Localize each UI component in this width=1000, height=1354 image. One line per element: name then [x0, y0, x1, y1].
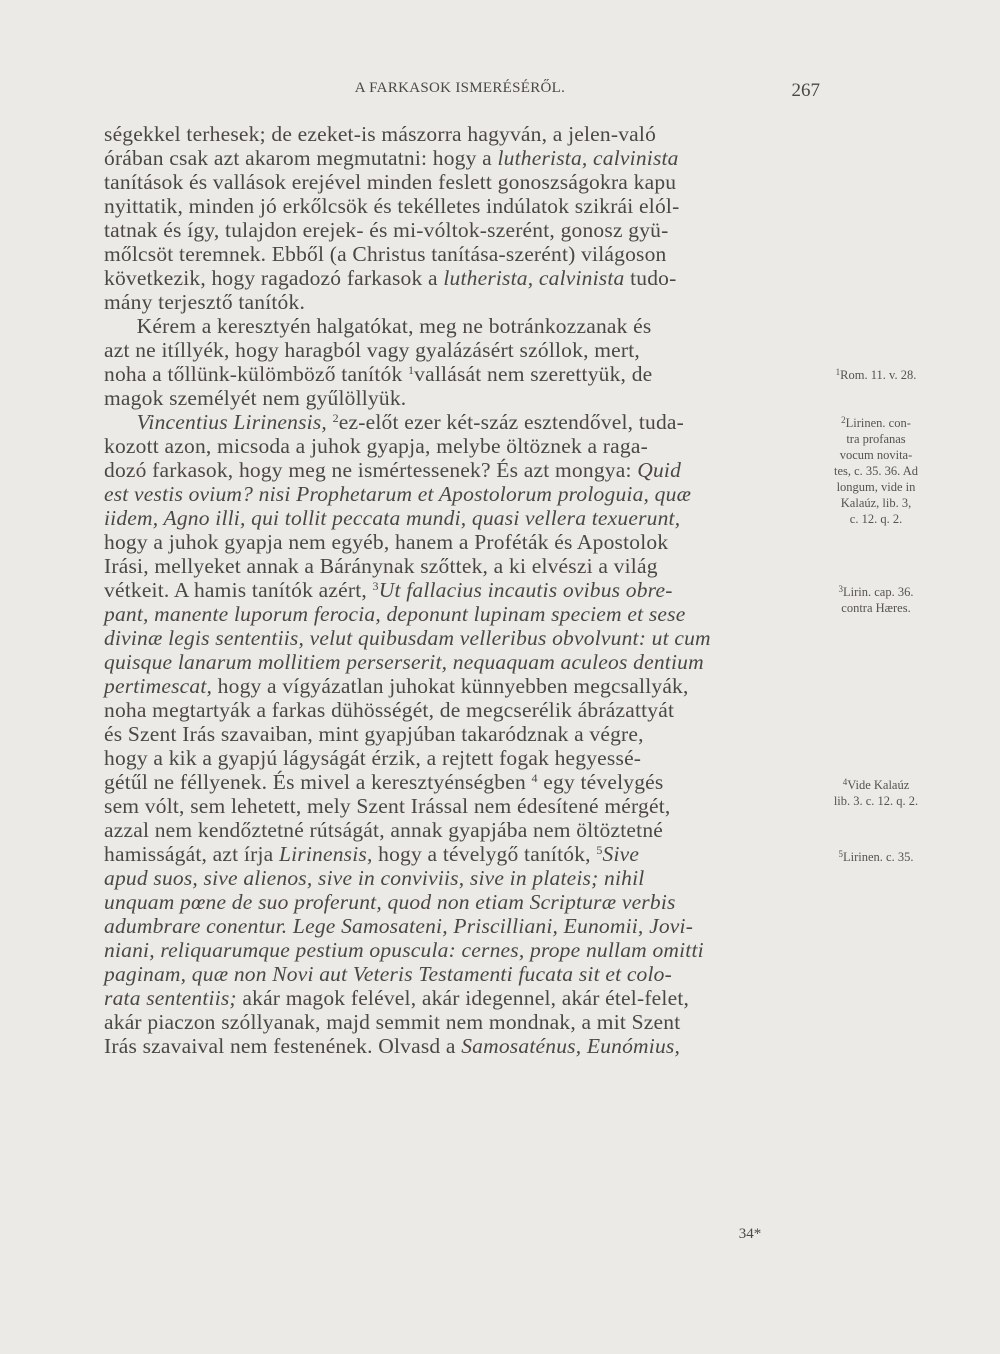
text-line: [104, 146, 820, 170]
margin-note-text: Lirinen. c. 35.: [843, 850, 914, 864]
margin-note-line: [822, 495, 930, 511]
italic-text: apud suos, sive alienos, sive in conviviis, sive in plateis; nihil: [104, 866, 645, 890]
italic-text: adumbrare conentur. Lege Samosateni, Priscilliani, Eunomii, Jovi-: [104, 914, 694, 938]
text-line: [104, 314, 820, 338]
text-line: [104, 506, 820, 530]
text-run: azt ne itíllyék, hogy haragból vagy gyalázásért szóllok, mert,: [104, 338, 640, 362]
footnote-marker: 3: [372, 579, 379, 593]
margin-note-number: 3: [838, 583, 844, 594]
italic-text: Vincentius Lirinensis,: [136, 410, 327, 434]
text-line: [104, 338, 820, 362]
text-run: következik, hogy ragadozó farkasok a: [104, 266, 444, 290]
text-run: [104, 410, 137, 434]
text-run: magok személyét nem gyűlöllyük.: [104, 386, 407, 410]
margin-note-line: [822, 849, 930, 865]
text-line: [104, 242, 820, 266]
text-line: [104, 218, 820, 242]
text-line: [104, 770, 820, 794]
text-run: dozó farkasok, hogy meg ne ismértessenek? És azt mongya:: [104, 458, 638, 482]
text-run: vétkeit. A hamis tanítók azért,: [104, 578, 373, 602]
margin-note-line: [822, 793, 930, 809]
margin-note: [822, 415, 930, 527]
text-run: Kérem a keresztyén halgatókat, meg ne botránkozzanak és: [104, 314, 652, 338]
margin-note: [822, 584, 930, 616]
text-run: hogy a juhok gyapja nem egyéb, hanem a Proféták és Apostolok: [104, 530, 669, 554]
text-run: tatnak és így, tulajdon erejek- és mi-vóltok-szerént, gonosz gyü-: [104, 218, 669, 242]
text-run: és Szent Irás szavaiban, mint gyapjúban takaródznak a végre,: [104, 722, 644, 746]
text-run: hamisságát, azt írja: [104, 842, 279, 866]
margin-note-line: [822, 367, 930, 383]
page-number: 267: [791, 80, 820, 101]
text-line: [104, 290, 820, 314]
text-run: akár magok felével, akár idegennel, akár étel-felet,: [236, 986, 690, 1010]
page-header: [100, 80, 820, 110]
text-line: [104, 1010, 820, 1034]
margin-note: [822, 367, 930, 383]
margin-note-text: Rom. 11. v. 28.: [840, 368, 917, 382]
italic-text: Quid: [637, 458, 682, 482]
italic-text: pertimescat,: [104, 674, 213, 698]
footnote-marker: 5: [596, 843, 603, 857]
margin-note-text: Vide Kalaúz: [847, 777, 910, 792]
text-run: mány terjesztő tanítók.: [104, 290, 306, 314]
text-line: [104, 986, 820, 1010]
text-line: [104, 482, 820, 506]
italic-text: rata sententiis;: [104, 986, 237, 1010]
text-line: [104, 266, 820, 290]
margin-note-number: 2: [841, 415, 846, 426]
margin-note-text: c. 12. q. 2.: [849, 512, 903, 527]
italic-text: quisque lanarum mollitiem perserserit, nequaquam aculeos dentium: [104, 650, 704, 674]
margin-note-number: 5: [838, 849, 844, 859]
text-run: hogy a kik a gyapjú lágyságát érzik, a rejtett fogak hegyessé-: [104, 746, 642, 770]
margin-note-line: [822, 777, 930, 793]
text-run: tanítások és vallások erejével minden feslett gonoszságokra kapu: [104, 170, 677, 194]
text-run: órában csak azt akarom megmutatni: hogy a: [104, 146, 498, 170]
text-line: [104, 554, 820, 578]
italic-text: lutherista, calvinista: [497, 146, 679, 170]
text-line: [104, 386, 820, 410]
text-line: [104, 1034, 820, 1058]
text-line: [104, 866, 820, 890]
italic-text: divinæ legis sententiis, velut quibusdam velleribus obvolvunt: ut cum: [104, 626, 711, 650]
margin-note-line: [822, 584, 930, 600]
signature-mark: 34*: [738, 1226, 762, 1242]
text-line: [104, 458, 820, 482]
text-run: vallását nem szerettyük, de: [414, 362, 653, 386]
text-run: egy tévelygés: [537, 770, 664, 794]
text-run: noha a tőllünk-külömböző tanítók: [104, 362, 408, 386]
margin-note-line: [822, 431, 930, 447]
text-line: [104, 362, 820, 386]
margin-note-line: [822, 447, 930, 463]
text-line: [104, 602, 820, 626]
margin-note-text: tra profanas: [846, 432, 906, 447]
margin-note-text: lib. 3. c. 12. q. 2.: [833, 793, 919, 808]
margin-note-text: Lirinen. con-: [845, 416, 911, 431]
italic-text: Samosaténus, Eunómius,: [461, 1034, 681, 1058]
italic-text: Ut fallacius incautis ovibus obre-: [378, 578, 673, 602]
text-line: [104, 842, 820, 866]
text-run: akár piaczon szóllyanak, majd semmit nem mondnak, a mit Szent: [104, 1010, 681, 1034]
footnote-marker: 4: [531, 771, 538, 785]
italic-text: unquam pœne de suo proferunt, quod non etiam Scripturæ verbis: [104, 890, 676, 914]
text-line: [104, 194, 820, 218]
text-line: [104, 818, 820, 842]
text-run: tudo-: [624, 266, 677, 290]
margin-note-text: contra Hæres.: [841, 600, 911, 615]
text-line: [104, 746, 820, 770]
margin-note-line: [822, 463, 930, 479]
body-text: [104, 122, 820, 1058]
footnote-marker: 1: [407, 363, 415, 377]
margin-note-number: 1: [835, 367, 841, 377]
margin-note-text: vocum novita-: [839, 448, 913, 463]
text-run: kozott azon, micsoda a juhok gyapja, melybe öltöznek a raga-: [104, 434, 648, 458]
text-run: ez-előt ezer két-száz esztendővel, tuda-: [338, 410, 685, 434]
margin-note-text: longum, vide in: [836, 480, 916, 495]
margin-note: [822, 849, 930, 865]
text-line: [104, 962, 820, 986]
margin-note-text: tes, c. 35. 36. Ad: [833, 464, 919, 479]
italic-text: pant, manente luporum ferocia, deponunt lupinam speciem et sese: [104, 602, 686, 626]
italic-text: Sive: [602, 842, 640, 866]
text-run: hogy a vígyázatlan juhokat künnyebben megcsallyák,: [212, 674, 689, 698]
text-line: [104, 434, 820, 458]
italic-text: niani, reliquarumque pestium opuscula: cernes, prope nullam omitti: [104, 938, 704, 962]
text-line: [104, 890, 820, 914]
text-line: [104, 578, 820, 602]
text-run: Irás szavaival nem festenének. Olvasd a: [104, 1034, 462, 1058]
text-run: ségekkel terhesek; de ezeket-is mászorra hagyván, a jelen-való: [104, 122, 657, 146]
italic-text: paginam, quæ non Novi aut Veteris Testamenti fucata sit et colo-: [104, 962, 672, 986]
text-line: [104, 722, 820, 746]
text-line: [104, 674, 820, 698]
footnote-marker: 2: [332, 411, 339, 425]
text-run: noha megtartyák a farkas dühösségét, de megcserélik ábrázattyát: [104, 698, 675, 722]
text-run: hogy a tévelygő tanítók,: [372, 842, 597, 866]
text-run: mőlcsöt teremnek. Ebből (a Christus tanítása-szerént) világoson: [104, 242, 667, 266]
margin-note-line: [822, 415, 930, 431]
text-run: azzal nem kendőztetné rútságát, annak gyapjába nem öltöztetné: [104, 818, 664, 842]
text-line: [104, 650, 820, 674]
running-title: A FARKASOK ISMERÉSÉRŐL.: [354, 80, 566, 96]
text-line: [104, 794, 820, 818]
margin-note-number: 4: [842, 776, 848, 787]
text-run: nyittatik, minden jó erkőlcsök és tekélletes indúlatok szikrái elól-: [104, 194, 680, 218]
text-line: [104, 626, 820, 650]
margin-note-line: [822, 600, 930, 616]
text-line: [104, 914, 820, 938]
margin-note-line: [822, 511, 930, 527]
text-run: gétűl ne féllyenek. És mivel a keresztyénségben: [104, 770, 532, 794]
margin-note-line: [822, 479, 930, 495]
text-line: [104, 122, 820, 146]
text-line: [104, 698, 820, 722]
text-run: sem vólt, sem lehetett, mely Szent Irással nem édesítené mérgét,: [104, 794, 671, 818]
margin-note-text: Kalaúz, lib. 3,: [840, 496, 912, 511]
text-run: Irási, mellyeket annak a Báránynak szőttek, a ki elvészi a világ: [104, 554, 658, 578]
margin-note-text: Lirin. cap. 36.: [843, 584, 914, 599]
italic-text: lutherista, calvinista: [443, 266, 625, 290]
margin-note: [822, 777, 930, 809]
text-line: [104, 938, 820, 962]
text-line: [104, 170, 820, 194]
text-line: [104, 530, 820, 554]
italic-text: est vestis ovium? nisi Prophetarum et Apostolorum prologuia, quæ: [104, 482, 692, 506]
italic-text: iidem, Agno illi, qui tollit peccata mundi, quasi vellera texuerunt,: [104, 506, 681, 530]
text-line: [104, 410, 820, 434]
italic-text: Lirinensis,: [278, 842, 373, 866]
